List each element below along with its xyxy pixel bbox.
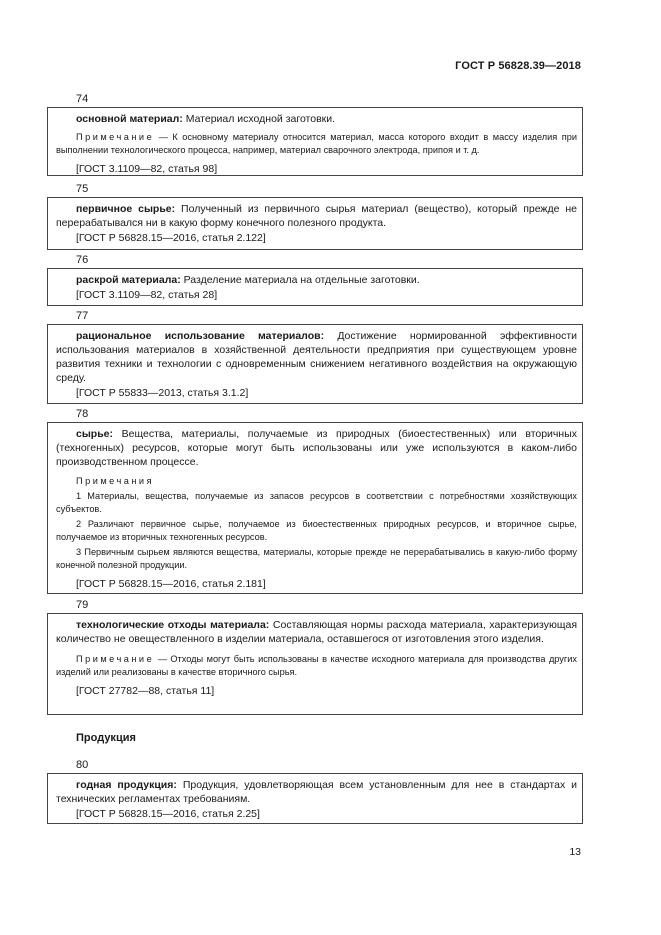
entry-number: 78 (76, 408, 89, 420)
entry-number: 75 (76, 183, 89, 195)
entry-number: 79 (76, 599, 89, 611)
term-entry-79 (47, 613, 583, 715)
term: основной материал: (76, 113, 183, 125)
term-entry-76 (47, 268, 583, 306)
source-reference: [ГОСТ Р 55833—2013, статья 3.1.2] (76, 387, 249, 399)
entry-number: 74 (76, 93, 89, 105)
source-reference: [ГОСТ 3.1109—82, статья 98] (76, 163, 218, 175)
section-title: Продукция (76, 732, 136, 744)
term-entry-75 (47, 197, 583, 250)
definition: Вещества, материалы, получаемые из природных (биоестественных) или вторичных (техногенных) ресурсов, которые могут быть использованы или уже используются в каком-либо производственном процессе. (56, 428, 577, 468)
note-item: 1 Материалы, вещества, получаемые из запасов ресурсов в соответствии с потребностями хозяйствующих субъектов. (56, 491, 577, 514)
definition: Составляющая нормы расхода материала, характеризующая количество не овеществленного в изделии материала, оставшегося от изготовления этого изделия. (56, 619, 578, 645)
source-reference: [ГОСТ 3.1109—82, статья 28] (76, 289, 218, 301)
term: годная продукция: (76, 779, 177, 791)
term: раскрой материала: (76, 274, 181, 286)
definition: Разделение материала на отдельные заготовки. (183, 274, 420, 286)
entry-number: 80 (76, 759, 89, 771)
term-entry-74 (47, 107, 583, 176)
source-reference: [ГОСТ Р 56828.15—2016, статья 2.181] (76, 578, 266, 590)
entry-number: 77 (76, 310, 89, 322)
note: Примечание — К основному материалу относится материал, масса которого входит в массу изделия при выполнении технологического процесса, например, материал сварочного электрода, припоя и т. д. (56, 132, 577, 155)
term: технологические отходы материала: (76, 619, 270, 631)
source-reference: [ГОСТ 27782—88, статья 11] (76, 685, 215, 697)
page-number: 13 (569, 846, 581, 858)
term-entry-78 (47, 422, 583, 594)
note-item: 2 Различают первичное сырье, получаемое из биоестественных природных ресурсов, и вторичное сырье, получаемое из вторичных техногенных ресурсов. (56, 519, 577, 542)
term: рациональное использование материалов: (76, 330, 325, 342)
note-item: 3 Первичным сырьем являются вещества, материалы, которые прежде не перерабатывались в какую-либо форму конечной полезной продукции. (56, 547, 577, 570)
source-reference: [ГОСТ Р 56828.15—2016, статья 2.122] (76, 232, 266, 244)
notes-heading: Примечания (76, 476, 155, 486)
definition: Продукция, удовлетворяющая всем установленным для нее в стандартах и технических регламентах требованиям. (56, 779, 578, 805)
term-entry-77 (47, 324, 583, 404)
definition: Достижение нормированной эффективности использования материалов в хозяйственной деятельности предприятия при существующем уровне развития техники и технологии с одновременным снижением негативного воздействия на окружающую среду. (56, 330, 577, 384)
document-code: ГОСТ Р 56828.39—2018 (455, 60, 581, 72)
note: Примечание — Отходы могут быть использованы в качестве исходного материала для производства других изделий или реализованы в качестве вторичного сырья. (56, 654, 577, 677)
source-reference: [ГОСТ Р 56828.15—2016, статья 2.25] (76, 808, 260, 820)
definition: Полученный из первичного сырья материал (вещество), который прежде не перерабатывался ни в какую форму конечного полезного продукта. (56, 203, 577, 229)
entry-number: 76 (76, 254, 89, 266)
definition: Материал исходной заготовки. (185, 113, 336, 125)
term: сырье: (76, 428, 114, 440)
term-entry-80 (47, 773, 583, 824)
term: первичное сырье: (76, 203, 176, 215)
